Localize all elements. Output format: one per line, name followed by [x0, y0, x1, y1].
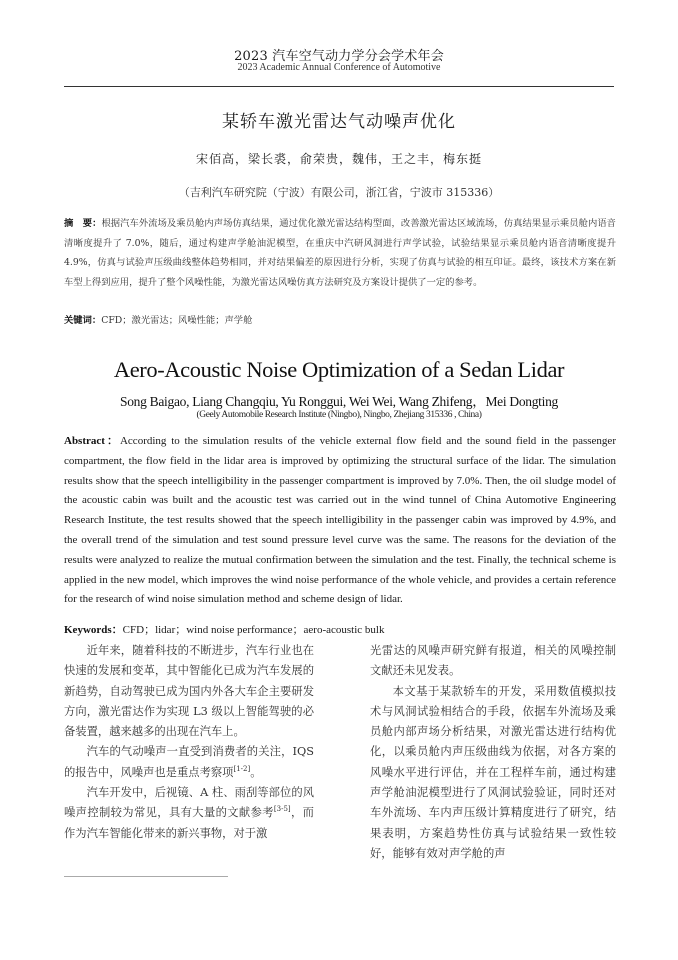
authors-cn: 宋佰高，梁长裘，俞荣贵，魏伟，王之丰，梅东挺	[195, 152, 482, 166]
abstract-en	[64, 432, 616, 610]
body-paragraph: 本文基于某款轿车的开发，采用数值模拟技术与风洞试验相结合的手段，依据车外流场及乘员舱内部声场分析结果，对激光雷达进行结构优化，以乘员舱内声压级曲线为依据，对各方案的风噪水平进行评估，并在工程样车前，通过构建声学舱油泥模型进行了风洞试验验证，同时还对车外流场、车内声压级计算精度进行了研究，结果表明，方案趋势性仿真与试验结果一致性较好，能够有效对声学舱的声	[370, 684, 616, 860]
body-paragraph: 光雷达的风噪声研究鲜有报道，相关的风噪控制文献还未见发表。	[370, 644, 616, 678]
conference-name-cn: 2023 汽车空气动力学分会学术年会	[234, 49, 444, 64]
body-paragraph	[64, 742, 314, 783]
abstract-text-en: According to the simulation results of the vehicle external flow field and the sound field in the passenger compartment, the flow field in the lidar area is improved by optimizing the structural surface of the lidar. The simulation results show that the speech intelligibility in the passenger compartment is improved by 7.0%. Then, the oil sludge model of the acoustic cabin was built and the acoustic test was carried out in the wind tunnel of China Automotive Engineering Research Institute, the test results showed that the speech intelligibility in the passenger cabin was improved by 4.9%, and the overall trend of the simulation and test sound pressure level curve was the same. The reasons for the deviation of the results were analyzed to realize the mutual confirmation between the simulation and the test. Finally, the technical scheme is applied in the new model, which improves the wind noise performance of the whole vehicle, and provides a certain reference for the research of wind noise simulation method and scheme design of lidar.	[64, 435, 616, 606]
body-text: 汽车开发中，后视镜、A 柱、雨刮等部位的风噪声控制较为常见，具有大量的文献参考	[64, 786, 314, 820]
body-paragraph	[64, 783, 314, 844]
body-text: 汽车的气动噪声一直受到消费者的关注，IQS 的报告中，风噪声也是重点考察项	[64, 745, 314, 779]
keywords-label-en: Keywords：	[64, 624, 123, 636]
body-column-right	[370, 641, 616, 864]
authors-en: Song Baigao, Liang Changqiu, Yu Ronggui, Wei Wei, Wang Zhifeng，Mei Dongting	[120, 394, 558, 409]
conference-name-en: 2023 Academic Annual Conference of Automotive	[237, 62, 441, 73]
citation: [3-5]	[273, 805, 291, 814]
body-column-left	[64, 641, 314, 844]
header-divider	[64, 86, 614, 87]
keywords-en	[64, 621, 384, 637]
keywords-label-cn: 关键词：	[64, 315, 102, 326]
body-text: 。	[250, 765, 262, 779]
keywords-text-en: CFD；lidar；wind noise performance；aero-acoustic bulk	[122, 624, 385, 636]
citation: [1-2]	[233, 765, 251, 774]
abstract-label-en: Abstract：	[64, 435, 120, 447]
affiliation-en: (Geely Automobile Research Institute (Ningbo), Ningbo, Zhejiang 315336 , China)	[196, 410, 482, 420]
affiliation-cn: （吉利汽车研究院（宁波）有限公司，浙江省，宁波市 315336）	[178, 186, 500, 199]
paper-title-cn: 某轿车激光雷达气动噪声优化	[222, 112, 456, 132]
body-text: ，而作为汽车智能化带来的新兴事物，对于激	[64, 806, 314, 840]
paper-title-en: Aero-Acoustic Noise Optimization of a Sedan Lidar	[113, 357, 565, 382]
footnote-divider	[64, 876, 228, 877]
keywords-text-cn: CFD；激光雷达；风噪性能；声学舱	[101, 315, 253, 326]
abstract-cn	[64, 214, 616, 292]
keywords-cn	[64, 312, 252, 326]
abstract-text-cn: 根据汽车外流场及乘员舱内声场仿真结果，通过优化激光雷达结构型面，改善激光雷达区域流场，仿真结果显示乘员舱内语音清晰度提升了 7.0%，随后，通过构建声学舱油泥模型，在重庆中汽研风洞进行声学试验，试验结果显示乘员舱内语音清晰度提升 4.9%，仿真与试验声压级曲线整体趋势相同，并对结果偏差的原因进行分析，实现了仿真与试验的相互印证。最终，该技术方案在新车型上得到应用，提升了整个风噪性能，为激光雷达风噪仿真方法研究及方案设计提供了一定的参考。	[64, 218, 616, 288]
abstract-label-cn: 摘 要：	[64, 218, 102, 229]
body-paragraph: 近年来，随着科技的不断进步，汽车行业也在快速的发展和变革，其中智能化已成为汽车发展的新趋势，自动驾驶已成为国内外各大车企主要研发方向，激光雷达作为实现 L3 级以上智能驾驶的必备装置，越来越多的出现在汽车上。	[64, 644, 314, 739]
